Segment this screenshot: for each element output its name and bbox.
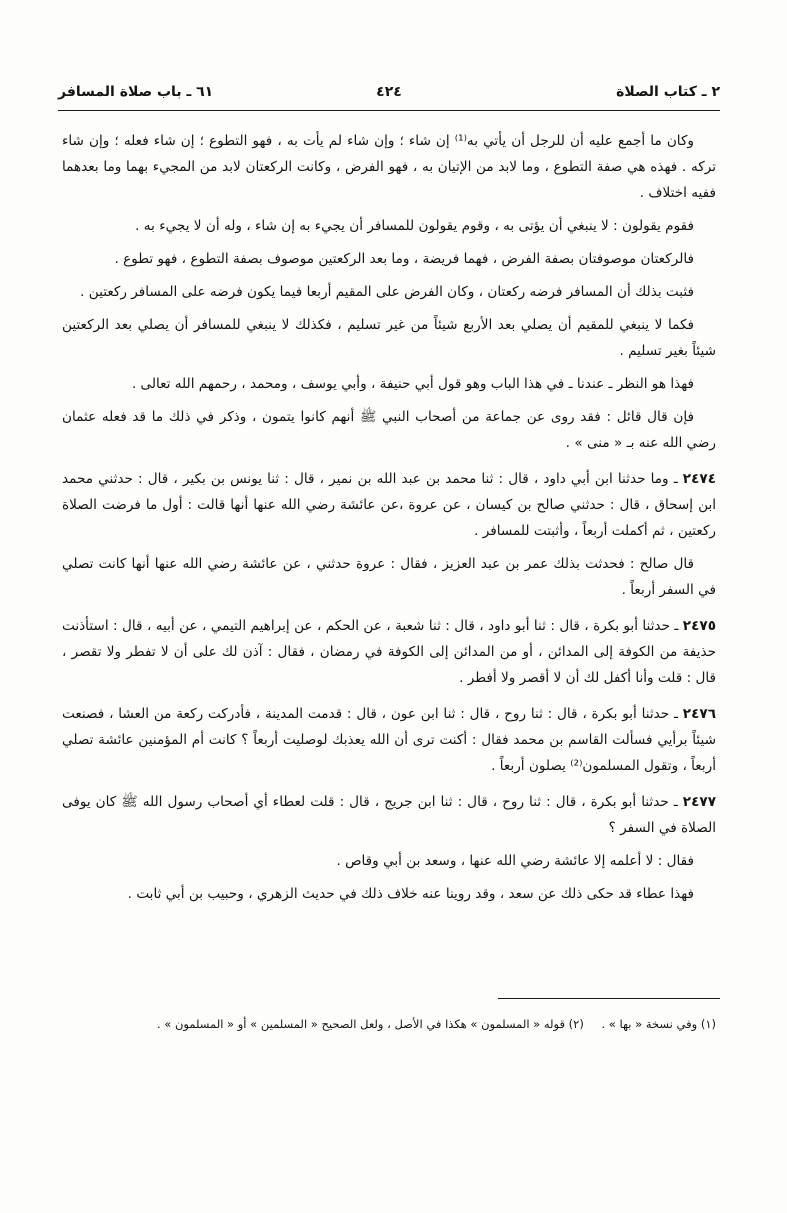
paragraph: وكان ما أجمع عليه أن للرجل أن يأتي به⁽¹⁾ إن شاء ؛ وإن شاء لم يأت به ، فهو التطوع ؛ إن شاء فعله ؛ وإن شاء تركه . فهذه هي صفة التطوع ، وما لابد من الإتيان به ، فهو الفرض ، وكانت الركعتان لابد من المجيء بهما وما بعدهما ففيه اختلاف . — [62, 133, 716, 201]
hadith-entry — [62, 551, 716, 603]
hadith-text: ـ حدثنا أبو بكرة ، قال : ثنا روح ، قال : ثنا ابن عون ، قال : قدمت المدينة ، فأدركت ركعة من العشا ، فصنعت شيئاً برأيي فسألت القاسم بن محمد فقال : أكنت ترى أن الله يعذبك لوصليت أربعاً ؟ كانت أم المؤمنين عائشة تصلي أربعاً ، وتقول المسلمون⁽²⁾ يصلون أربعاً . — [62, 706, 716, 774]
hadith-entry — [62, 613, 716, 691]
footnotes — [62, 1014, 716, 1034]
header-divider — [58, 110, 720, 111]
main-text — [62, 128, 716, 914]
hadith-entry — [62, 466, 716, 544]
hadith-text: قال صالح : فحدثت بذلك عمر بن عبد العزيز ، فقال : عروة حدثني ، عن عائشة رضي الله عنها أنها كانت تصلي في السفر أربعاً . — [62, 556, 716, 598]
paragraph: فهذا هو النظر ـ عندنا ـ في هذا الباب وهو قول أبي حنيفة ، وأبي يوسف ، ومحمد ، رحمهم الله تعالى . — [131, 376, 694, 392]
hadith-text: فقال : لا أعلمه إلا عائشة رضي الله عنها ، وسعد بن أبي وقاص . — [336, 853, 694, 869]
hadith-number: ٢٤٧٦ — [682, 706, 716, 722]
footnote-1: (١) وفي نسخة « بها » . — [601, 1017, 716, 1031]
paragraph: فإن قال قائل : فقد روى عن جماعة من أصحاب النبي ﷺ أنهم كانوا يتمون ، وذكر في ذلك ما قد فعله عثمان رضي الله عنه بـ « منى » . — [62, 409, 716, 451]
footnote-divider — [498, 998, 720, 999]
footnote-2: (٢) قوله « المسلمون » هكذا في الأصل ، ولعل الصحيح « المسلمين » أو « المسلمون » . — [156, 1017, 584, 1031]
paragraph: فالركعتان موصوفتان بصفة الفرض ، فهما فريضة ، وما بعد الركعتين موصوف بصفة التطوع ، فهو تطوع . — [114, 251, 694, 267]
hadith-text: ـ حدثنا أبو بكرة ، قال : ثنا روح ، قال : ثنا ابن جريج ، قال : قلت لعطاء أي أصحاب رسول الله ﷺ كان يوفى الصلاة في السفر ؟ — [62, 794, 716, 836]
hadith-number: ٢٤٧٤ — [682, 471, 716, 487]
hadith-number: ٢٤٧٥ — [682, 618, 716, 634]
hadith-entry — [62, 701, 716, 779]
hadith-number: ٢٤٧٧ — [682, 794, 716, 810]
hadith-text: ـ حدثنا أبو بكرة ، قال : ثنا أبو داود ، قال : ثنا شعبة ، عن الحكم ، عن إبراهيم التيمي ، عن أبيه ، قال : استأذنت حذيفة من الكوفة إلى المدائن ، أو من المدائن إلى الكوفة في رمضان ، فقال : آذن لك على أن لا تفطر ولا تقصر ، قال : قلت وأنا أكفل لك أن لا أقصر ولا أفطر . — [62, 618, 716, 686]
header-book-title: ٢ ـ كتاب الصلاة — [616, 84, 720, 100]
hadith-entry — [62, 881, 716, 907]
paragraph: فقوم يقولون : لا ينبغي أن يؤتى به ، وقوم يقولون للمسافر أن يجيء به إن شاء ، وله أن لا يجيء به . — [135, 218, 694, 234]
hadith-text: فهذا عطاء قد حكى ذلك عن سعد ، وقد روينا عنه خلاف ذلك في حديث الزهري ، وحبيب بن أبي ثابت . — [127, 886, 694, 902]
header-chapter-title: ٦١ ـ باب صلاة المسافر — [58, 84, 214, 100]
hadith-entry — [62, 848, 716, 874]
paragraph: فثبت بذلك أن المسافر فرضه ركعتان ، وكان الفرض على المقيم أربعا فيما يكون فرضه على المسافر ركعتين . — [80, 284, 694, 300]
header-page-number: ٤٢٤ — [376, 84, 402, 100]
hadith-text: ـ وما حدثنا ابن أبي داود ، قال : ثنا محمد بن عبد الله بن نمير ، قال : ثنا يونس بن بكير ، قال : حدثني محمد ابن إسحاق ، قال : حدثني صالح بن كيسان ، عن عروة ،عن عائشة رضي الله عنها أنها قالت : أول ما فرضت الصلاة ركعتين ، ثم أكملت أربعاً ، وأثبتت للمسافر . — [62, 471, 716, 539]
hadith-entry — [62, 789, 716, 841]
page-header — [58, 84, 720, 110]
paragraph: فكما لا ينبغي للمقيم أن يصلي بعد الأربع شيئاً من غير تسليم ، فكذلك لا ينبغي للمسافر أن يصلي بعد الركعتين شيئاً بغير تسليم . — [62, 317, 716, 359]
